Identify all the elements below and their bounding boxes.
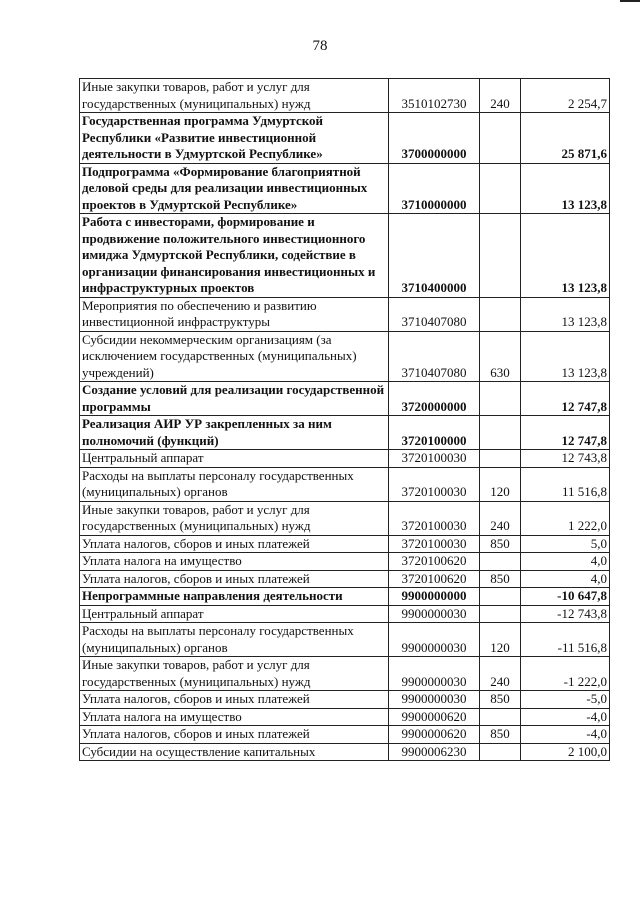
row-name-cell: Мероприятия по обеспечению и развитию инвестиционной инфраструктуры [80, 297, 389, 331]
row-name-cell: Уплата налога на имущество [80, 553, 389, 571]
row-code-cell: 3710000000 [389, 163, 480, 214]
row-sum-cell: -11 516,8 [521, 623, 610, 657]
row-name-cell: Создание условий для реализации государственной программы [80, 382, 389, 416]
row-code-cell: 3510102730 [389, 79, 480, 113]
row-name-cell: Иные закупки товаров, работ и услуг для государственных (муниципальных) нужд [80, 79, 389, 113]
row-code-cell: 9900000620 [389, 726, 480, 744]
table-row [80, 297, 610, 331]
row-name-cell: Государственная программа Удмуртской Республики «Развитие инвестиционной деятельности в Удмуртской Республике» [80, 113, 389, 164]
row-name-cell: Расходы на выплаты персоналу государственных (муниципальных) органов [80, 467, 389, 501]
table-row [80, 588, 610, 606]
row-type-cell: 850 [480, 570, 521, 588]
row-code-cell: 3720100030 [389, 501, 480, 535]
row-type-cell [480, 214, 521, 298]
row-sum-cell: -4,0 [521, 708, 610, 726]
budget-table [79, 78, 610, 761]
corner-mark [620, 0, 640, 2]
table-row [80, 657, 610, 691]
row-type-cell: 850 [480, 535, 521, 553]
table-row [80, 79, 610, 113]
row-code-cell: 3710407080 [389, 297, 480, 331]
row-code-cell: 9900000030 [389, 657, 480, 691]
row-name-cell: Субсидии на осуществление капитальных [80, 743, 389, 761]
table-row [80, 113, 610, 164]
row-sum-cell: 1 222,0 [521, 501, 610, 535]
row-sum-cell: 12 747,8 [521, 416, 610, 450]
row-sum-cell: -1 222,0 [521, 657, 610, 691]
row-sum-cell: 13 123,8 [521, 214, 610, 298]
row-code-cell: 3710400000 [389, 214, 480, 298]
row-name-cell: Реализация АИР УР закрепленных за ним полномочий (функций) [80, 416, 389, 450]
row-code-cell: 9900000030 [389, 691, 480, 709]
row-sum-cell: 13 123,8 [521, 163, 610, 214]
row-name-cell: Уплата налогов, сборов и иных платежей [80, 570, 389, 588]
row-sum-cell: 13 123,8 [521, 297, 610, 331]
table-row [80, 501, 610, 535]
table-row [80, 743, 610, 761]
row-sum-cell: 4,0 [521, 553, 610, 571]
row-sum-cell: -4,0 [521, 726, 610, 744]
row-sum-cell: 2 254,7 [521, 79, 610, 113]
row-type-cell [480, 113, 521, 164]
row-type-cell [480, 605, 521, 623]
row-code-cell: 3720100030 [389, 535, 480, 553]
table-row [80, 382, 610, 416]
row-name-cell: Работа с инвесторами, формирование и продвижение положительного инвестиционного имиджа Удмуртской Республики, содействие в организации финансирования инвестиционных и инфраструктурных проектов [80, 214, 389, 298]
row-sum-cell: 13 123,8 [521, 331, 610, 382]
row-type-cell [480, 297, 521, 331]
row-code-cell: 9900000030 [389, 605, 480, 623]
table-row [80, 535, 610, 553]
row-type-cell [480, 743, 521, 761]
row-name-cell: Расходы на выплаты персоналу государственных (муниципальных) органов [80, 623, 389, 657]
row-type-cell [480, 382, 521, 416]
table-row [80, 553, 610, 571]
row-name-cell: Уплата налога на имущество [80, 708, 389, 726]
row-type-cell [480, 163, 521, 214]
row-sum-cell: -10 647,8 [521, 588, 610, 606]
table-row [80, 416, 610, 450]
row-sum-cell: -5,0 [521, 691, 610, 709]
row-name-cell: Уплата налогов, сборов и иных платежей [80, 691, 389, 709]
table-row [80, 450, 610, 468]
row-sum-cell: 11 516,8 [521, 467, 610, 501]
row-name-cell: Субсидии некоммерческим организациям (за исключением государственных (муниципальных) учреждений) [80, 331, 389, 382]
row-type-cell [480, 588, 521, 606]
row-sum-cell: -12 743,8 [521, 605, 610, 623]
table-row [80, 691, 610, 709]
row-name-cell: Иные закупки товаров, работ и услуг для государственных (муниципальных) нужд [80, 657, 389, 691]
row-type-cell: 240 [480, 79, 521, 113]
row-type-cell [480, 450, 521, 468]
row-code-cell: 3720100030 [389, 467, 480, 501]
table-row [80, 331, 610, 382]
row-name-cell: Уплата налогов, сборов и иных платежей [80, 726, 389, 744]
row-code-cell: 9900000620 [389, 708, 480, 726]
row-name-cell: Подпрограмма «Формирование благоприятной деловой среды для реализации инвестиционных проектов в Удмуртской Республике» [80, 163, 389, 214]
row-sum-cell: 25 871,6 [521, 113, 610, 164]
row-name-cell: Непрограммные направления деятельности [80, 588, 389, 606]
table-row [80, 214, 610, 298]
table-row [80, 605, 610, 623]
row-code-cell: 3720000000 [389, 382, 480, 416]
table-row [80, 726, 610, 744]
row-type-cell: 630 [480, 331, 521, 382]
row-type-cell: 240 [480, 501, 521, 535]
table-row [80, 570, 610, 588]
row-code-cell: 3710407080 [389, 331, 480, 382]
row-type-cell [480, 708, 521, 726]
row-name-cell: Иные закупки товаров, работ и услуг для государственных (муниципальных) нужд [80, 501, 389, 535]
row-type-cell: 850 [480, 691, 521, 709]
row-code-cell: 3700000000 [389, 113, 480, 164]
row-sum-cell: 12 747,8 [521, 382, 610, 416]
row-sum-cell: 4,0 [521, 570, 610, 588]
row-type-cell [480, 416, 521, 450]
row-type-cell: 120 [480, 623, 521, 657]
row-sum-cell: 5,0 [521, 535, 610, 553]
row-type-cell: 240 [480, 657, 521, 691]
row-type-cell [480, 553, 521, 571]
table-row [80, 467, 610, 501]
row-type-cell: 850 [480, 726, 521, 744]
row-code-cell: 9900000030 [389, 623, 480, 657]
row-code-cell: 9900000000 [389, 588, 480, 606]
row-code-cell: 3720100620 [389, 570, 480, 588]
row-sum-cell: 12 743,8 [521, 450, 610, 468]
table-row [80, 623, 610, 657]
row-code-cell: 9900006230 [389, 743, 480, 761]
table-row [80, 163, 610, 214]
budget-table-body [80, 79, 610, 761]
row-sum-cell: 2 100,0 [521, 743, 610, 761]
row-name-cell: Центральный аппарат [80, 605, 389, 623]
row-type-cell: 120 [480, 467, 521, 501]
table-row [80, 708, 610, 726]
row-code-cell: 3720100030 [389, 450, 480, 468]
row-name-cell: Уплата налогов, сборов и иных платежей [80, 535, 389, 553]
row-name-cell: Центральный аппарат [80, 450, 389, 468]
page-number: 78 [312, 38, 328, 54]
row-code-cell: 3720100620 [389, 553, 480, 571]
row-code-cell: 3720100000 [389, 416, 480, 450]
